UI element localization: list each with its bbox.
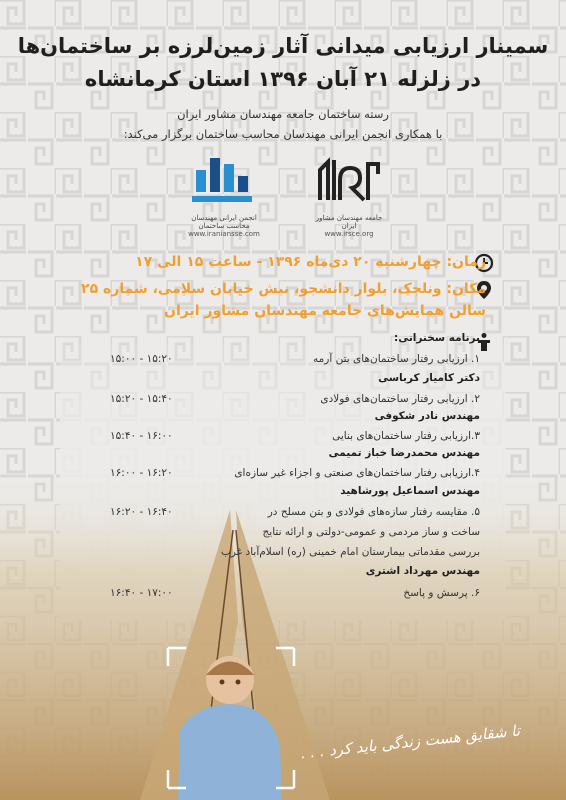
page-title [0, 30, 566, 96]
irsce-url: www.irsce.org [324, 230, 374, 238]
program-item-speaker: مهندس مهرداد اشتری [365, 565, 480, 577]
program-heading: برنامه سخنرانی: [394, 332, 480, 344]
program-item [110, 587, 480, 599]
program-item [110, 430, 480, 442]
program-item-title-continued: بررسی مقدماتی بیمارستان امام خمینی (ره) اسلام‌آباد غرب [221, 546, 480, 558]
event-place-line-2: سالن همایش‌های جامعه مهندسان مشاور ایران [164, 303, 486, 319]
iraniansse-emblem-icon [182, 150, 266, 210]
program-item [110, 506, 480, 518]
program-item-time: ۱۵:۴۰ - ۱۵:۲۰ [110, 393, 173, 405]
event-time: زمان: چهارشنبه ۲۰ دی‌ماه ۱۳۹۶ - ساعت ۱۵ الی ۱۷ [135, 254, 486, 270]
program-item-speaker: مهندس محمدرضا خباز تمیمی [328, 447, 480, 459]
program-item [110, 353, 480, 365]
organizer-line-1: رسته ساختمان جامعه مهندسان مشاور ایران [177, 107, 389, 121]
program-item-title: ۴.ارزیابی رفتار ساختمان‌های صنعتی و اجزاء غیر سازه‌ای [234, 467, 480, 479]
slogan: تا شقایق هست زندگی باید کرد . . . [299, 721, 521, 763]
program-item-time: ۱۵:۲۰ - ۱۵:۰۰ [110, 353, 173, 365]
program-item-title-continued: ساخت و ساز مردمی و عمومی-دولتی و ارائه نتایج [262, 526, 480, 538]
iraniansse-url: www.iraniansse.com [188, 230, 260, 238]
program-item-speaker: دکتر کامیار کرباسی [378, 372, 480, 384]
program-item-title: ۳.ارزیابی رفتار ساختمان‌های بنایی [332, 430, 480, 442]
program-item [110, 393, 480, 405]
organizer-line-2: با همکاری انجمن ایرانی مهندسان محاسب ساختمان برگزار می‌کند: [123, 127, 443, 141]
irsce-emblem-icon [310, 150, 388, 210]
irsce-caption: جامعه مهندسان مشاور ایران [315, 214, 383, 230]
program-item-title: ۱. ارزیابی رفتار ساختمان‌های بتن آرمه [313, 353, 480, 365]
program-item-title: ۵. مقایسه رفتار سازه‌های فولادی و بتن مسلح در [267, 506, 480, 518]
program-item-time: ۱۶:۲۰ - ۱۶:۰۰ [110, 467, 173, 479]
title-line-1: سمینار ارزیابی میدانی آثار زمین‌لرزه بر ساختمان‌ها [17, 34, 549, 58]
program-item-title: ۲. ارزیابی رفتار ساختمان‌های فولادی [320, 393, 480, 405]
program-item-speaker: مهندس اسماعیل پورشاهید [340, 485, 480, 497]
title-line-2: در زلزله ۲۱ آبان ۱۳۹۶ استان کرمانشاه [84, 67, 482, 91]
program-item-time: ۱۶:۰۰ - ۱۵:۴۰ [110, 430, 173, 442]
event-place-line-1: مکان: ونلجک، بلوار دانشجو، نبش خیابان سلامی، شماره ۲۵ [81, 281, 486, 297]
irsce-logo [310, 150, 388, 238]
iraniansse-caption: انجمن ایرانی مهندسان محاسب ساختمان [191, 214, 257, 230]
program-item-title: ۶. پرسش و پاسخ [403, 587, 480, 599]
iraniansse-logo [182, 150, 266, 238]
program-item-time: ۱۶:۴۰ - ۱۶:۲۰ [110, 506, 173, 518]
program-item-time: ۱۷:۰۰ - ۱۶:۴۰ [110, 587, 173, 599]
program-item [110, 467, 480, 479]
program-item-speaker: مهندس نادر شکوفی [374, 410, 480, 422]
